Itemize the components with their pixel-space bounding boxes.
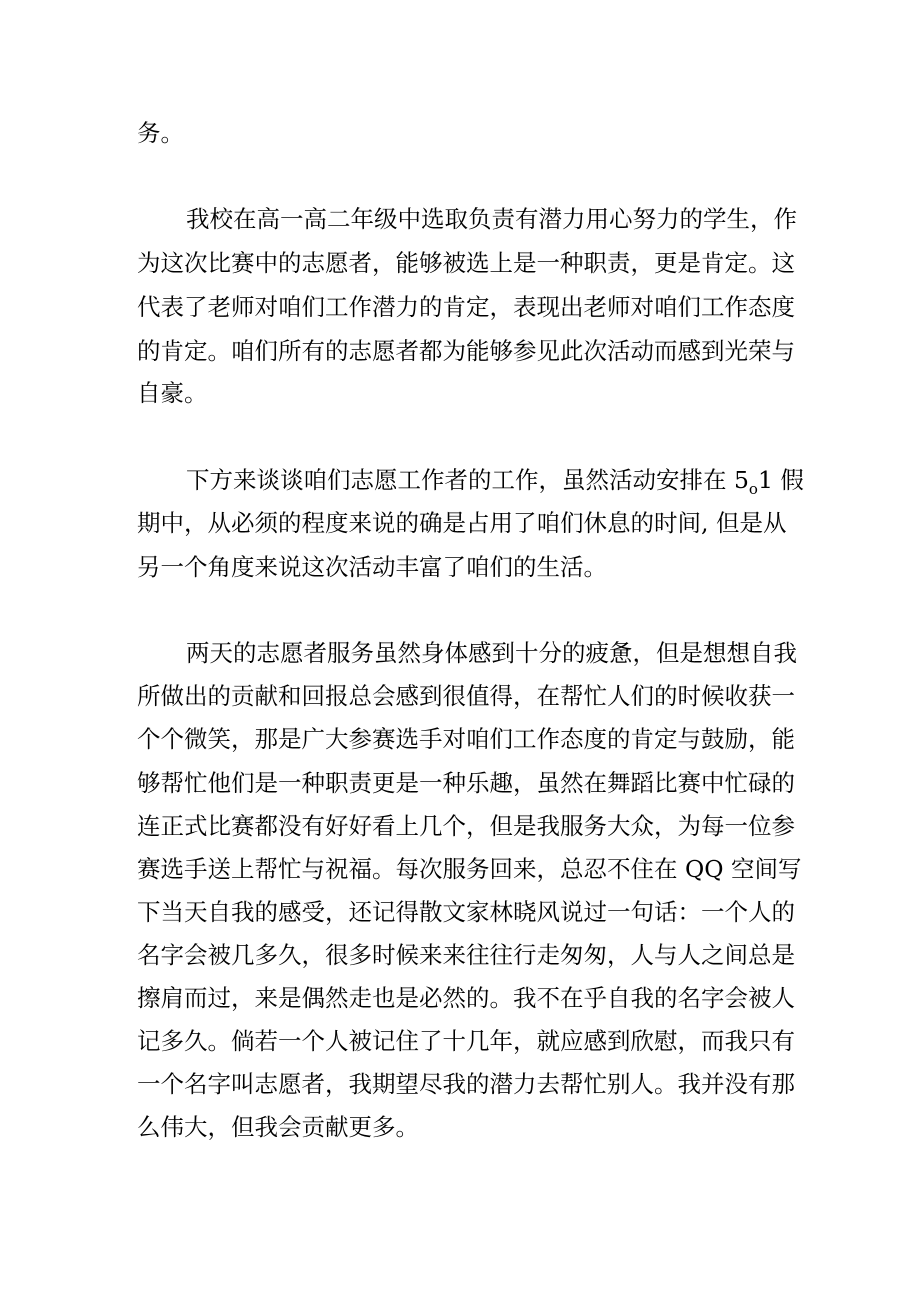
paragraph-3-line-7: 名字会被几多久，很多时候来来往往行走匆匆，人与人之间总是 [137,941,795,969]
paragraph-3-line-10: 一个名字叫志愿者，我期望尽我的潜力去帮忙别人。我并没有那 [137,1070,795,1098]
paragraph-3-line-8: 擦肩而过，来是偶然走也是必然的。我不在乎自我的名字会被人 [137,984,795,1012]
paragraph-3-line-3: 够帮忙他们是一种职责更是一种乐趣，虽然在舞蹈比赛中忙碌的 [137,769,795,797]
paragraph-3-line-9: 记多久。倘若一个人被记住了十几年，就应感到欣慰，而我只有 [137,1027,795,1055]
paragraph-2-line-2: 另一个角度来说这次活动丰富了咱们的生活。 [137,553,607,581]
paragraph-3-line-5: 赛选手送上帮忙与祝福。每次服务回来，总忍不住在 QQ 空间写 [137,855,802,883]
paragraph-3-line-0: 两天的志愿者服务虽然身体感到十分的疲惫，但是想想自我 [186,639,797,667]
paragraph-1-line-2: 代表了老师对咱们工作潜力的肯定，表现出老师对咱们工作态度 [137,293,795,321]
paragraph-3-line-4: 连正式比赛都没有好好看上几个，但是我服务大众，为每一位参 [137,812,795,840]
paragraph-1-line-0: 我校在高一高二年级中选取负责有潜力用心努力的学生，作 [186,205,797,233]
paragraph-2-line-0-text-b: 1 假 [757,466,804,494]
paragraph-3-line-1: 所做出的贡献和回报总会感到很值得，在帮忙人们的时候收获一 [137,682,795,710]
paragraph-0-line-0: 务。 [137,119,184,147]
paragraph-2-line-0-text-a: 下方来谈谈咱们志愿工作者的工作，虽然活动安排在 5 [186,466,749,494]
paragraph-3-line-11: 么伟大，但我会贡献更多。 [137,1113,419,1141]
paragraph-3-line-6: 下当天自我的感受，还记得散文家林晓风说过一句话：一个人的 [137,898,795,926]
paragraph-2-line-0-subscript: o [748,480,758,498]
paragraph-3-line-2: 个个微笑，那是广大参赛选手对咱们工作态度的肯定与鼓励，能 [137,725,795,753]
paragraph-1-line-4: 自豪。 [137,379,208,407]
paragraph-2-line-1: 期中，从必须的程度来说的确是占用了咱们休息的时间, 但是从 [137,509,787,537]
paragraph-2-line-0 [186,460,804,500]
paragraph-1-line-1: 为这次比赛中的志愿者，能够被选上是一种职责，更是肯定。这 [137,249,795,277]
paragraph-1-line-3: 的肯定。咱们所有的志愿者都为能够参见此次活动而感到光荣与 [137,337,795,365]
